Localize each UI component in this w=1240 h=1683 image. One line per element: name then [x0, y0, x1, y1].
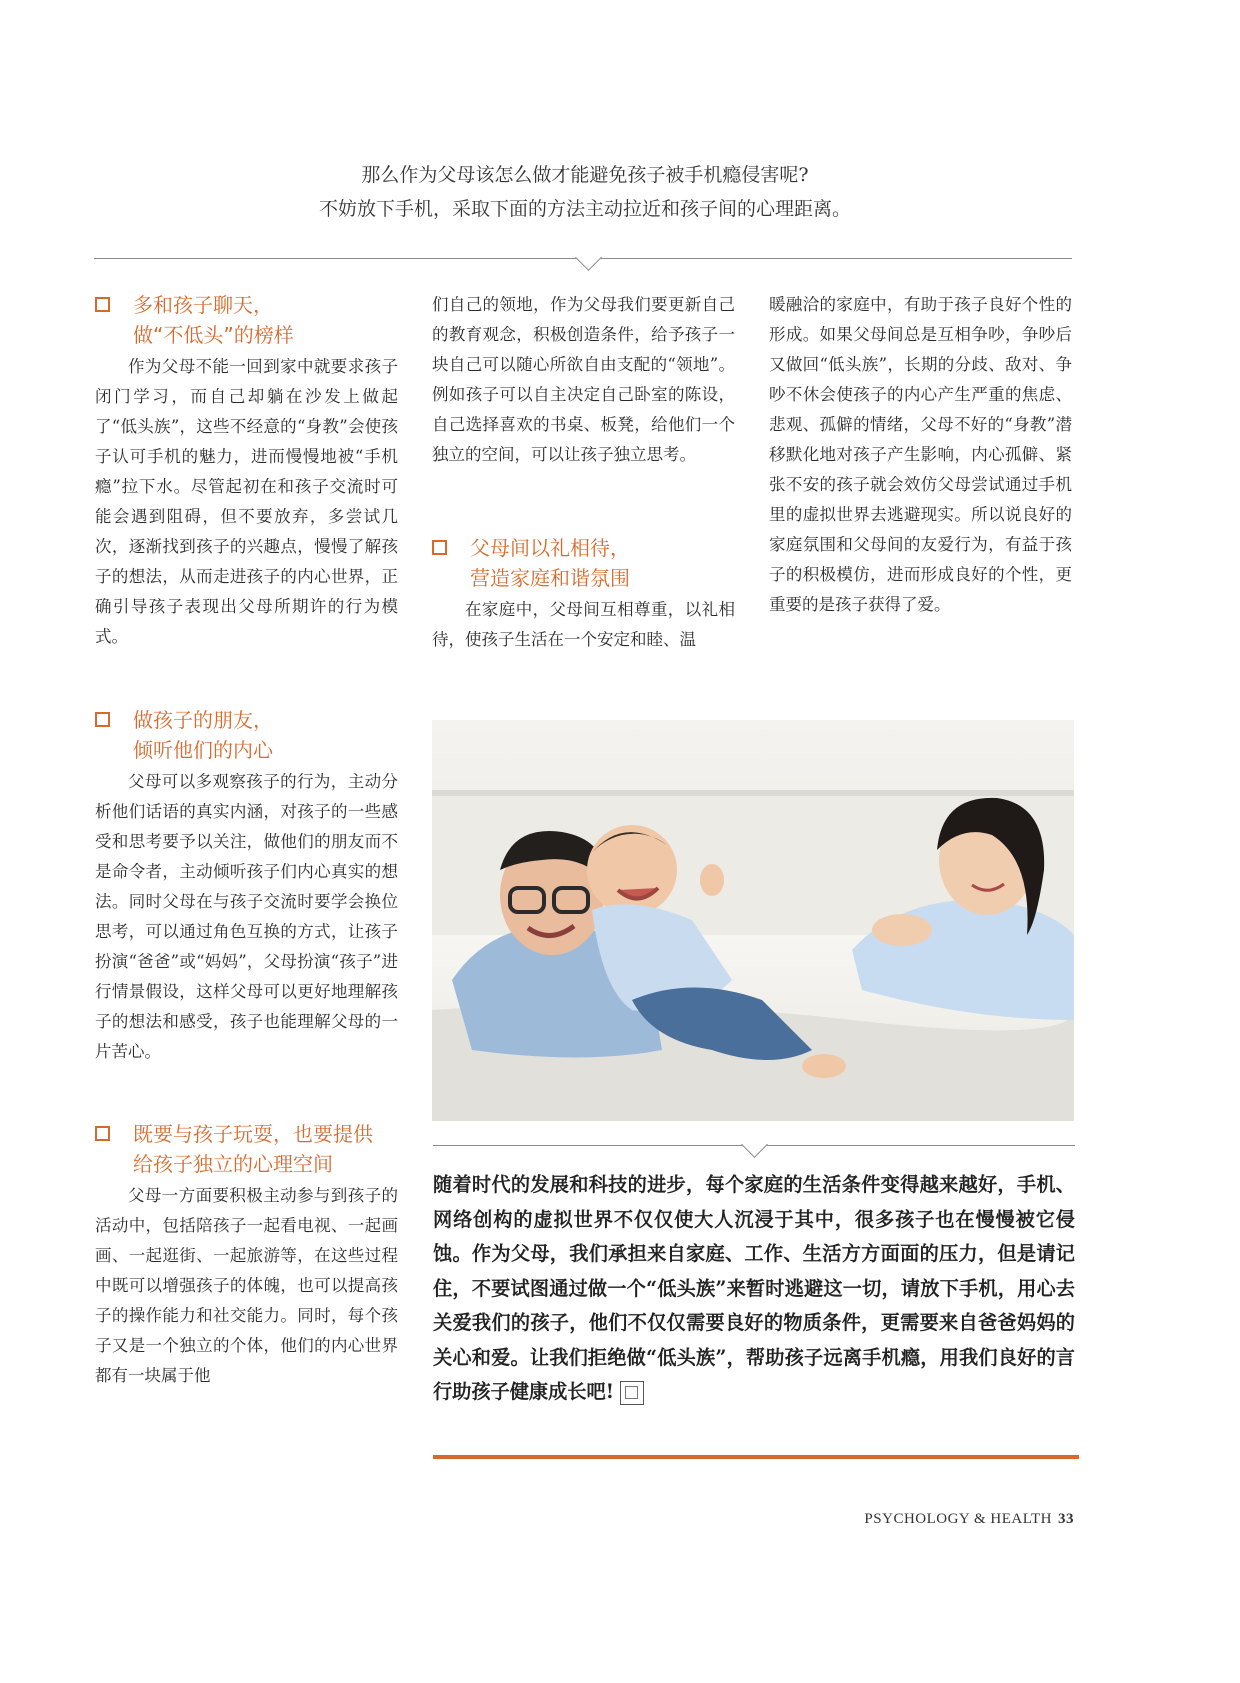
heading-line: 营造家庭和谐氛围: [470, 566, 630, 590]
heading-line: 倾听他们的内心: [133, 738, 273, 762]
family-illustration: [432, 720, 1074, 1121]
section-heading-respect: [432, 533, 735, 593]
section-heading-friend: [95, 705, 398, 765]
heading-line: 多和孩子聊天，: [133, 293, 273, 317]
page-number: 33: [1058, 1511, 1074, 1527]
section-body-respect-continued: 暖融洽的家庭中，有助于孩子良好个性的形成。如果父母间总是互相争吵，争吵后又做回“低头族”，长期的分歧、敌对、争吵不休会使孩子的内心产生严重的焦虑、悲观、孤僻的情绪，父母不好的“身教”潜移默化地对孩子产生影响，内心孤僻、紧张不安的孩子就会效仿父母尝试通过手机里的虚拟世界去逃避现实。所以说良好的家庭氛围和父母间的友爱行为，有益于孩子的积极模仿，进而形成良好的个性，更重要的是孩子获得了爱。: [769, 295, 1072, 614]
summary-paragraph: [433, 1168, 1075, 1410]
column-left: [95, 290, 398, 1391]
heading-line: 给孩子独立的心理空间: [133, 1152, 333, 1176]
section-body-respect: 在家庭中，父母间互相尊重，以礼相待，使孩子生活在一个安定和睦、温: [432, 600, 735, 649]
section-body-talk: 作为父母不能一回到家中就要求孩子闭门学习，而自己却躺在沙发上做起了“低头族”，这些不经意的“身教”会使孩子认可手机的魅力，进而慢慢地被“手机瘾”拉下水。尽管起初在和孩子交流时可能会遇到阻碍，但不要放弃，多尝试几次，逐渐找到孩子的兴趣点，慢慢了解孩子的想法，从而走进孩子的内心世界，正确引导孩子表现出父母所期许的行为模式。: [95, 357, 398, 646]
summary-underline: [433, 1455, 1079, 1459]
square-outline-icon: [432, 540, 447, 555]
column-middle: [432, 290, 735, 655]
column-right: [769, 290, 1072, 620]
section-heading-talk: [95, 290, 398, 350]
square-outline-icon: [95, 297, 110, 312]
heading-line: 既要与孩子玩耍，也要提供: [133, 1122, 373, 1146]
square-outline-icon: [95, 1126, 110, 1141]
section-body-play: 父母一方面要积极主动参与到孩子的活动中，包括陪孩子一起看电视、一起画画、一起逛街、一起旅游等，在这些过程中既可以增强孩子的体魄，也可以提高孩子的操作能力和社交能力。同时，每个孩子又是一个独立的个体，他们的内心世界都有一块属于他: [95, 1186, 398, 1385]
intro-line-1: 那么作为父母该怎么做才能避免孩子被手机瘾侵害呢?: [361, 164, 809, 186]
section-body-friend: 父母可以多观察孩子的行为，主动分析他们话语的真实内涵，对孩子的一些感受和思考要予以关注，做他们的朋友而不是命令者，主动倾听孩子们内心真实的想法。同时父母在与孩子交流时要学会换位思考，可以通过角色互换的方式，让孩子扮演“爸爸”或“妈妈”，父母扮演“孩子”进行情景假设，这样父母可以更好地理解孩子的想法和感受，孩子也能理解父母的一片苦心。: [95, 772, 398, 1061]
heading-line: 做“不低头”的榜样: [133, 323, 294, 347]
family-photo: [432, 720, 1074, 1121]
intro-line-2: 不妨放下手机，采取下面的方法主动拉近和孩子间的心理距离。: [318, 198, 851, 220]
magazine-name: PSYCHOLOGY & HEALTH: [864, 1511, 1052, 1527]
heading-line: 父母间以礼相待，: [470, 536, 630, 560]
summary-text: 随着时代的发展和科技的进步，每个家庭的生活条件变得越来越好，手机、网络创构的虚拟世界不仅仅使大人沉浸于其中，很多孩子也在慢慢被它侵蚀。作为父母，我们承担来自家庭、工作、生活方方面面的压力，但是请记住，不要试图通过做一个“低头族”来暂时逃避这一切，请放下手机，用心去关爱我们的孩子，他们不仅仅需要良好的物质条件，更需要来自爸爸妈妈的关心和爱。让我们拒绝做“低头族”，帮助孩子远离手机瘾，用我们良好的言行助孩子健康成长吧!: [433, 1173, 1075, 1403]
intro-text: [0, 158, 1170, 226]
section-heading-play: [95, 1119, 398, 1179]
seal-icon: [620, 1381, 644, 1405]
heading-line: 做孩子的朋友，: [133, 708, 273, 732]
section-body-play-continued: 们自己的领地，作为父母我们要更新自己的教育观念，积极创造条件，给予孩子一块自己可以随心所欲自由支配的“领地”。例如孩子可以自主决定自己卧室的陈设，自己选择喜欢的书桌、板凳，给他们一个独立的空间，可以让孩子独立思考。: [432, 295, 735, 464]
page-footer: [864, 1511, 1074, 1528]
summary-divider-notch: [741, 1131, 768, 1158]
square-outline-icon: [95, 712, 110, 727]
top-divider-notch: [575, 244, 602, 271]
